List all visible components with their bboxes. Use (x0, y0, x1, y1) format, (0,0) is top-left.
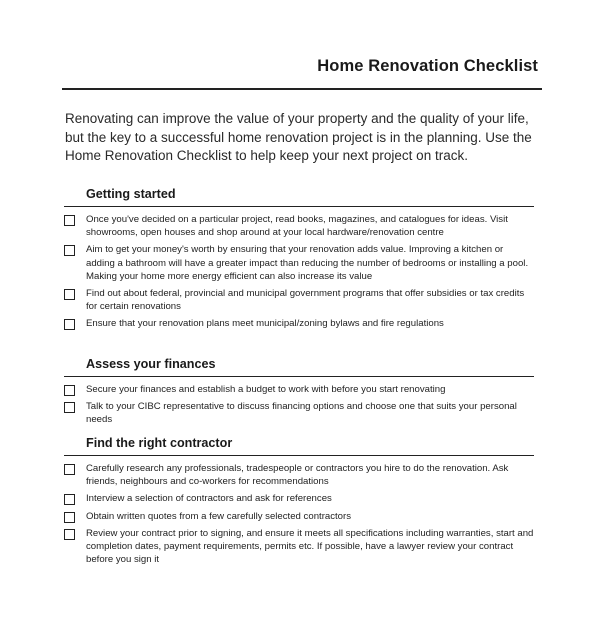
checkbox[interactable] (64, 289, 75, 300)
checklist-item (64, 213, 534, 239)
checklist-item (64, 287, 534, 313)
checklist-item-text: Review your contract prior to signing, and ensure it meets all specifications including warranties, start and completion dates, payment requirements, permits etc. If possible, have a lawyer review your contract before you sign it (86, 527, 534, 566)
checklist-item (64, 462, 534, 488)
checklist-item-text: Interview a selection of contractors and ask for references (86, 493, 332, 505)
checkbox[interactable] (64, 494, 75, 505)
checklist-item-text: Secure your finances and establish a budget to work with before you start renovating (86, 384, 446, 395)
checkbox[interactable] (64, 215, 75, 226)
page-title: Home Renovation Checklist (317, 57, 538, 75)
checklist-item (64, 492, 534, 505)
checklist-item-text: Once you've decided on a particular project, read books, magazines, and catalogues for ideas. Visit showrooms, open houses and shop around at your local hardware/renovation centre (86, 214, 508, 239)
section-heading: Find the right contractor (86, 436, 233, 450)
section-heading: Assess your finances (86, 357, 216, 371)
section-assess-finances (64, 356, 534, 431)
section-rule (64, 376, 534, 377)
checklist-item-text: Aim to get your money's worth by ensuring that your renovation adds value. Improving a kitchen or adding a bathroom will have a greater impact than reducing the number of bedrooms or installing a pool. Making your home more energy efficient can also increase its value (86, 244, 529, 282)
checkbox[interactable] (64, 245, 75, 256)
checklist-item-text: Carefully research any professionals, tradespeople or contractors you hire to do the renovation. Ask friends, neighbours and co-workers for recommendations (86, 463, 509, 488)
checklist-item (64, 383, 534, 396)
checkbox[interactable] (64, 529, 75, 540)
checkbox[interactable] (64, 512, 75, 523)
section-rule (64, 206, 534, 207)
checkbox[interactable] (64, 319, 75, 330)
section-heading: Getting started (86, 187, 176, 201)
checkbox[interactable] (64, 402, 75, 413)
section-getting-started (64, 186, 534, 335)
checklist-item (64, 400, 534, 426)
checklist-item-text: Obtain written quotes from a few carefully selected contractors (86, 510, 352, 522)
checklist-item (64, 317, 534, 330)
checklist-item (64, 510, 534, 523)
checklist-item-text: Find out about federal, provincial and municipal government programs that offer subsidies or tax credits for certain renovations (86, 288, 525, 313)
section-find-contractor (64, 435, 534, 570)
checklist-item (64, 527, 534, 567)
section-rule (64, 455, 534, 456)
checklist-item-text: Talk to your CIBC representative to discuss financing options and choose one that suits your personal needs (86, 401, 517, 426)
checkbox[interactable] (64, 464, 75, 475)
checklist-item (64, 243, 534, 283)
intro-paragraph: Renovating can improve the value of your property and the quality of your life, but the key to a successful home renovation project is in the planning. Use the Home Renovation Checklist to help keep your next project on track. (65, 111, 532, 163)
checklist-item-text: Ensure that your renovation plans meet municipal/zoning bylaws and fire regulations (86, 318, 444, 330)
title-rule (62, 88, 542, 90)
checkbox[interactable] (64, 385, 75, 396)
